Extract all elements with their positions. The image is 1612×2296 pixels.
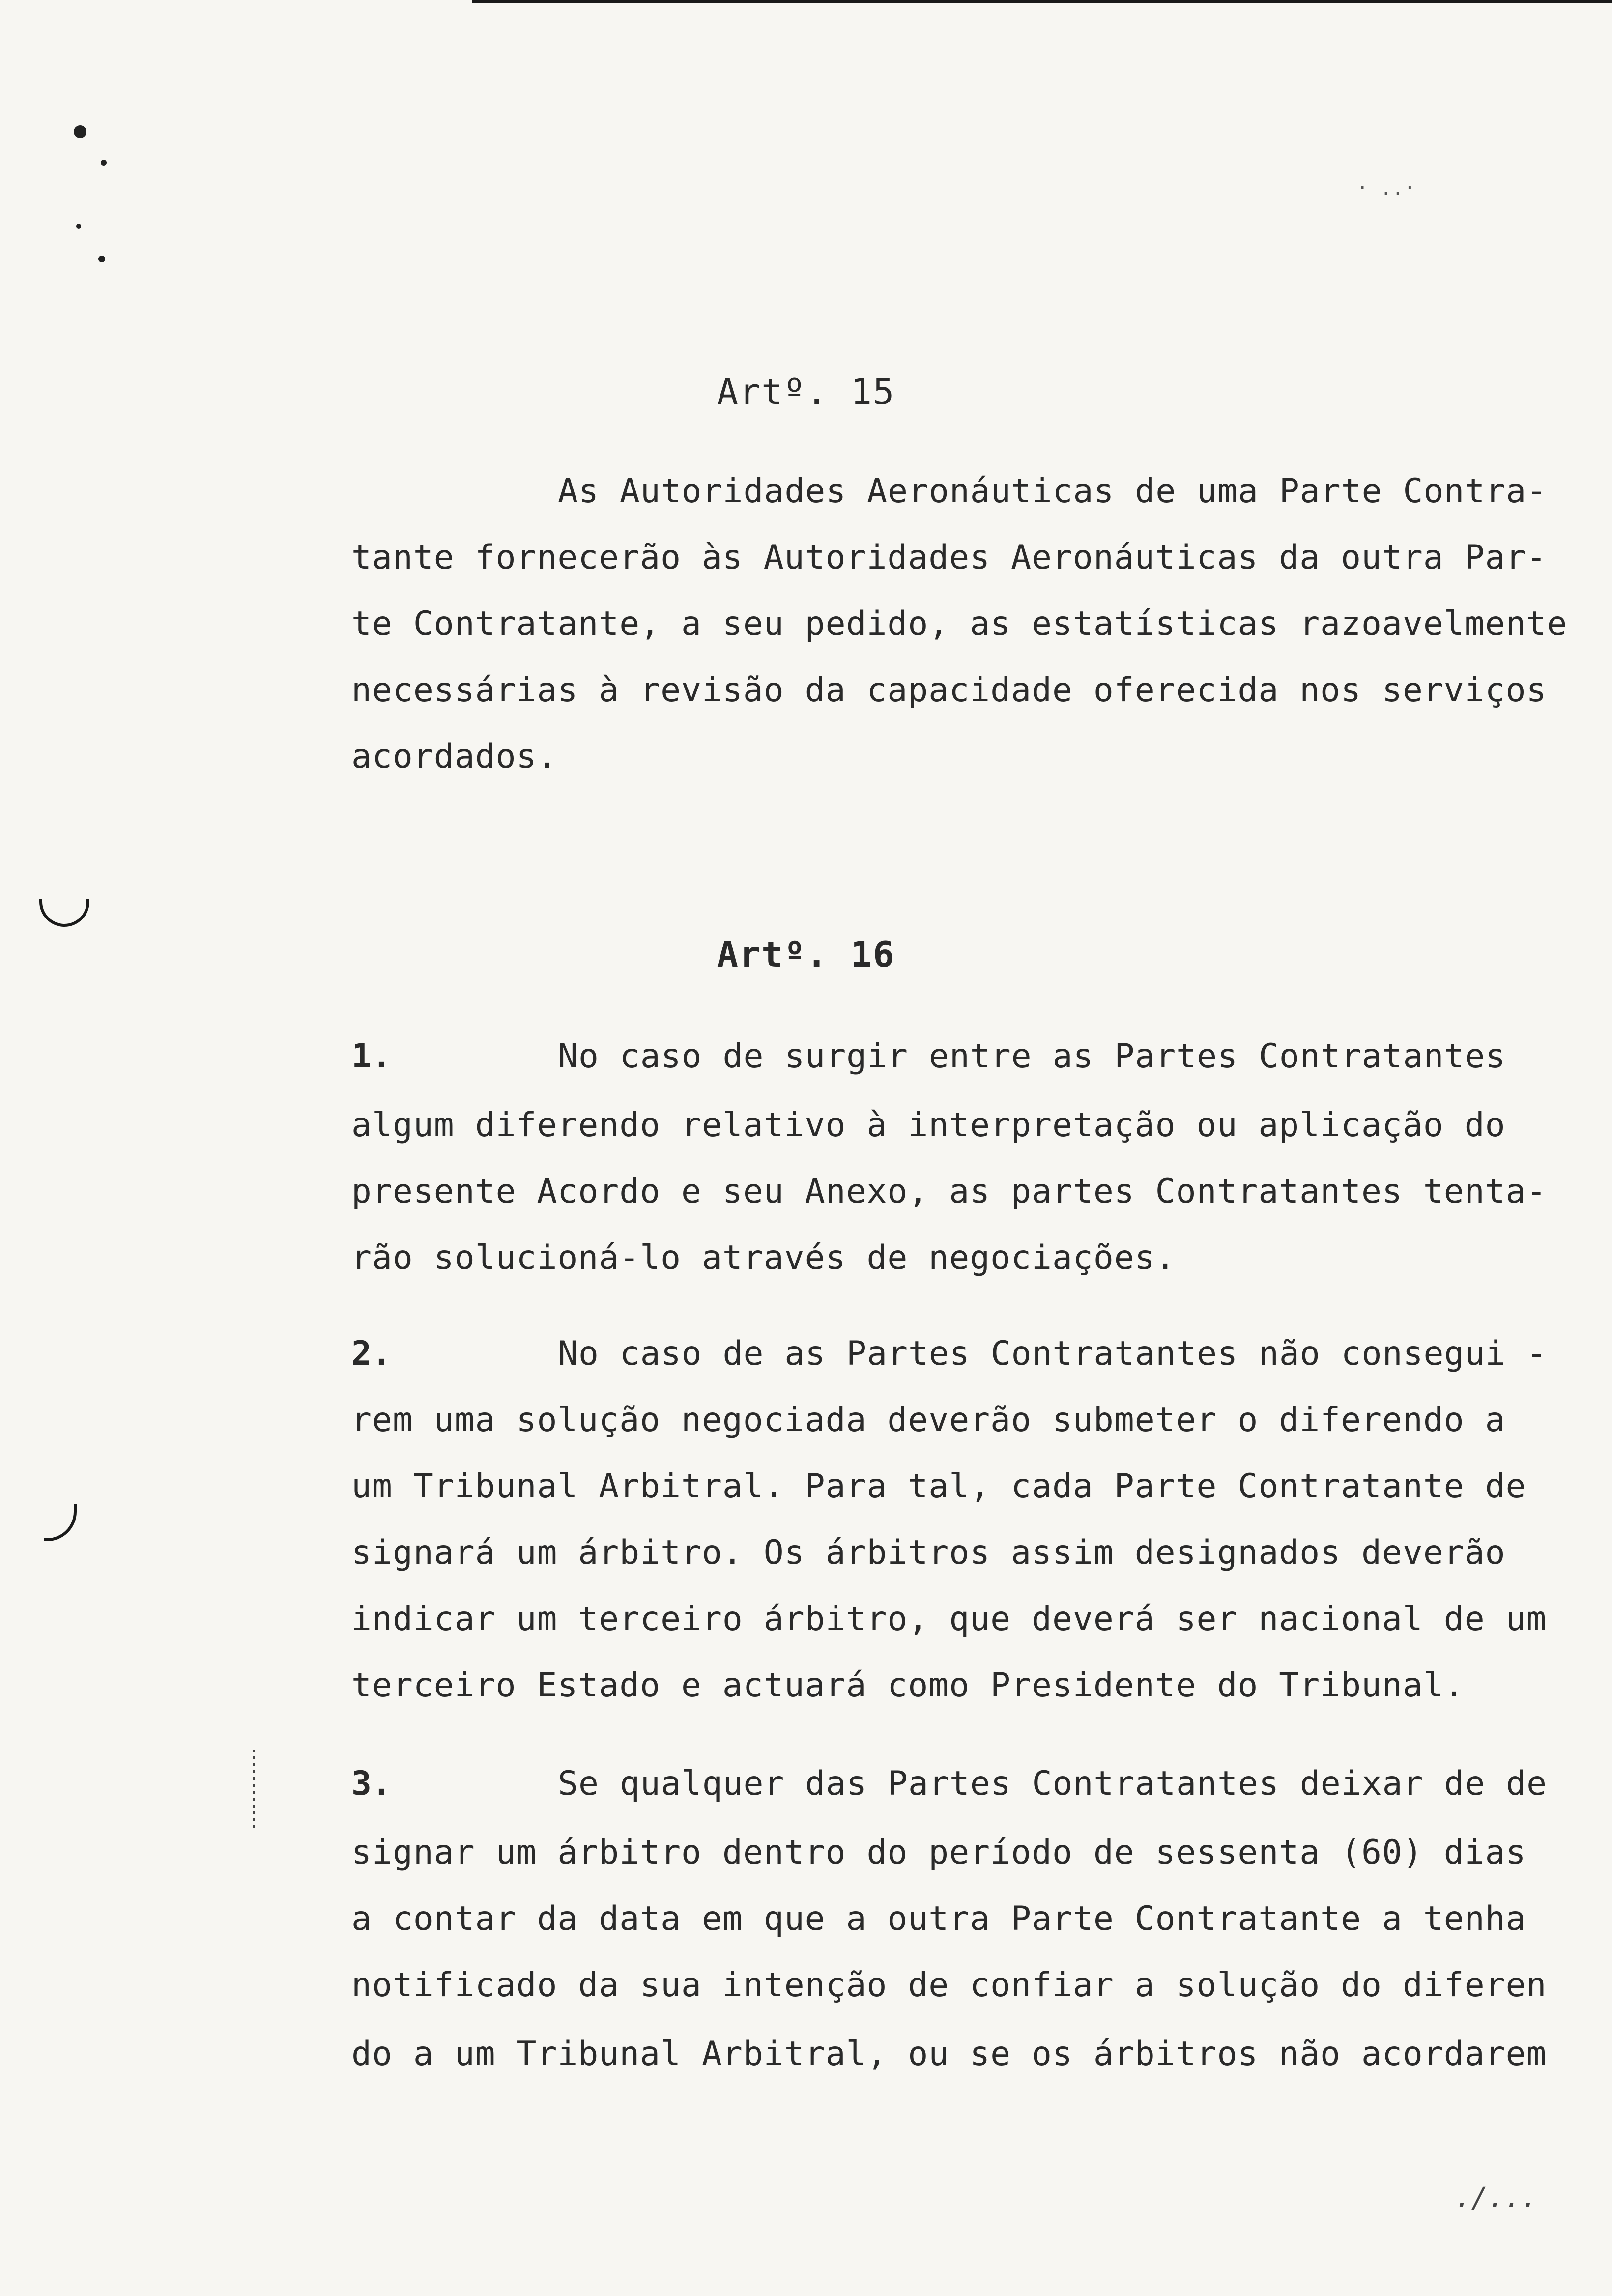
art15-line: te Contratante, a seu pedido, as estatísticas razoavelmente — [351, 604, 1568, 643]
paragraph-line: signará um árbitro. Os árbitros assim designados deverão — [351, 1533, 1506, 1572]
paragraph-number: 3. — [351, 1764, 392, 1803]
paragraph-line: algum diferendo relativo à interpretação ou aplicação do — [351, 1106, 1506, 1145]
paragraph-line: rem uma solução negociada deverão submeter o diferendo a — [351, 1401, 1506, 1439]
art15-line: acordados. — [351, 737, 558, 776]
art15-line: necessárias à revisão da capacidade oferecida nos serviços — [351, 671, 1547, 710]
paragraph-line: No caso de as Partes Contratantes não consegui - — [558, 1334, 1548, 1373]
paragraph-line: terceiro Estado e actuará como Presidente do Tribunal. — [351, 1666, 1465, 1705]
paragraph-line: notificado da sua intenção de confiar a solução do diferen — [351, 1966, 1547, 2005]
top-rule — [472, 0, 1612, 3]
paragraph-number: 2. — [351, 1334, 392, 1373]
paragraph-line: Se qualquer das Partes Contratantes deixar de de — [558, 1764, 1548, 1803]
page-number: · ..· — [1356, 177, 1416, 200]
binder-hole-mark — [39, 899, 89, 927]
art15-line: As Autoridades Aeronáuticas de uma Parte Contra- — [558, 472, 1548, 511]
binder-hole-mark — [44, 1504, 77, 1541]
art15-heading: Artº. 15 — [717, 371, 895, 412]
paragraph-number: 1. — [351, 1037, 392, 1076]
paragraph-line: rão solucioná-lo através de negociações. — [351, 1238, 1176, 1277]
margin-dot — [74, 125, 86, 138]
paragraph-line: presente Acordo e seu Anexo, as partes Contratantes tenta- — [351, 1172, 1547, 1211]
continuation-mark: ./... — [1455, 2182, 1538, 2214]
margin-tick — [253, 1750, 255, 1828]
paragraph-line: do a um Tribunal Arbitral, ou se os árbitros não acordarem — [351, 2035, 1547, 2073]
margin-dot — [101, 160, 107, 166]
paragraph-line: indicar um terceiro árbitro, que deverá ser nacional de um — [351, 1600, 1547, 1638]
paragraph-line: signar um árbitro dentro do período de sessenta (60) dias — [351, 1833, 1526, 1872]
paragraph-line: No caso de surgir entre as Partes Contratantes — [558, 1037, 1506, 1076]
art15-line: tante fornecerão às Autoridades Aeronáuticas da outra Par- — [351, 538, 1547, 577]
paragraph-line: a contar da data em que a outra Parte Contratante a tenha — [351, 1899, 1526, 1938]
paragraph-line: um Tribunal Arbitral. Para tal, cada Parte Contratante de — [351, 1467, 1526, 1506]
art16-heading: Artº. 16 — [717, 934, 895, 975]
margin-dot — [76, 224, 81, 229]
margin-dot — [98, 256, 105, 262]
